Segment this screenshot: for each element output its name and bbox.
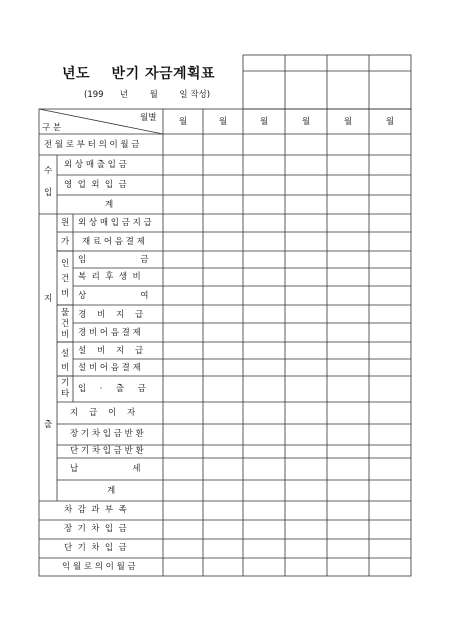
corner-section-label: 구 분: [42, 123, 62, 133]
row-facility-note: 설 비 어 음 결 제: [78, 363, 141, 373]
row-other-io: 입 · 출 금: [78, 384, 146, 394]
row-labor-bonus: 상 여: [78, 291, 149, 301]
row-expense-pay: 경 비 지 급: [78, 310, 144, 320]
row-labor-welfare: 복 리 후 생 비: [78, 272, 141, 282]
row-lt-borrow: 장 기 차 입 금: [64, 524, 127, 534]
row-expense-total: 계: [107, 486, 116, 496]
row-facility-pay: 설 비 지 급: [78, 346, 144, 356]
row-st-repay: 단 기 차 입 금 반 환: [70, 446, 144, 456]
row-expense-note: 경 비 어 음 결 제: [78, 328, 141, 338]
month-header: 월: [179, 117, 188, 127]
row-tax: 납 세: [70, 464, 141, 474]
other-group-label: 기 타: [61, 378, 70, 399]
page-title: 년도 반기 자금계획표: [62, 66, 216, 82]
row-expense-ap: 외 상 매 입 금 지 급: [78, 218, 152, 228]
row-carry-out: 익 월 로 의 이 월 금: [62, 562, 136, 572]
expense-group-label: 지 출: [44, 294, 53, 430]
month-header: 월: [386, 117, 395, 127]
corner-month-label: 월별: [140, 113, 157, 123]
row-income-other: 영 업 외 입 금: [64, 180, 127, 190]
expense-sub-mark: 가: [61, 237, 70, 247]
labor-group-label: 인 건 비: [61, 259, 70, 299]
row-expense-material-note: 재 료 어 음 결 제: [82, 237, 145, 247]
row-balance: 차 감 과 부 족: [64, 505, 127, 515]
facility-group-label: 설 비: [61, 349, 70, 373]
row-labor-wage: 임 금: [78, 255, 149, 265]
row-st-borrow: 단 기 차 입 금: [64, 543, 127, 553]
created-date-line: (199 년 월 일 작성): [84, 90, 211, 100]
income-group-label: 수 입: [44, 166, 53, 198]
month-header: 월: [302, 117, 311, 127]
row-carry-in: 전 월 로 부 터 의 이 월 금: [44, 140, 140, 150]
misc-group-label: 물 건 비: [61, 308, 70, 340]
month-header: 월: [344, 117, 353, 127]
row-income-sales: 외 상 매 출 입 금: [64, 160, 127, 170]
expense-sub-mark: 원: [61, 218, 70, 228]
month-header: 월: [219, 117, 228, 127]
row-income-total: 계: [105, 200, 114, 210]
row-lt-repay: 장 기 차 입 금 반 환: [70, 429, 144, 439]
row-interest: 지 급 이 자: [70, 408, 136, 418]
month-header: 월: [260, 117, 269, 127]
